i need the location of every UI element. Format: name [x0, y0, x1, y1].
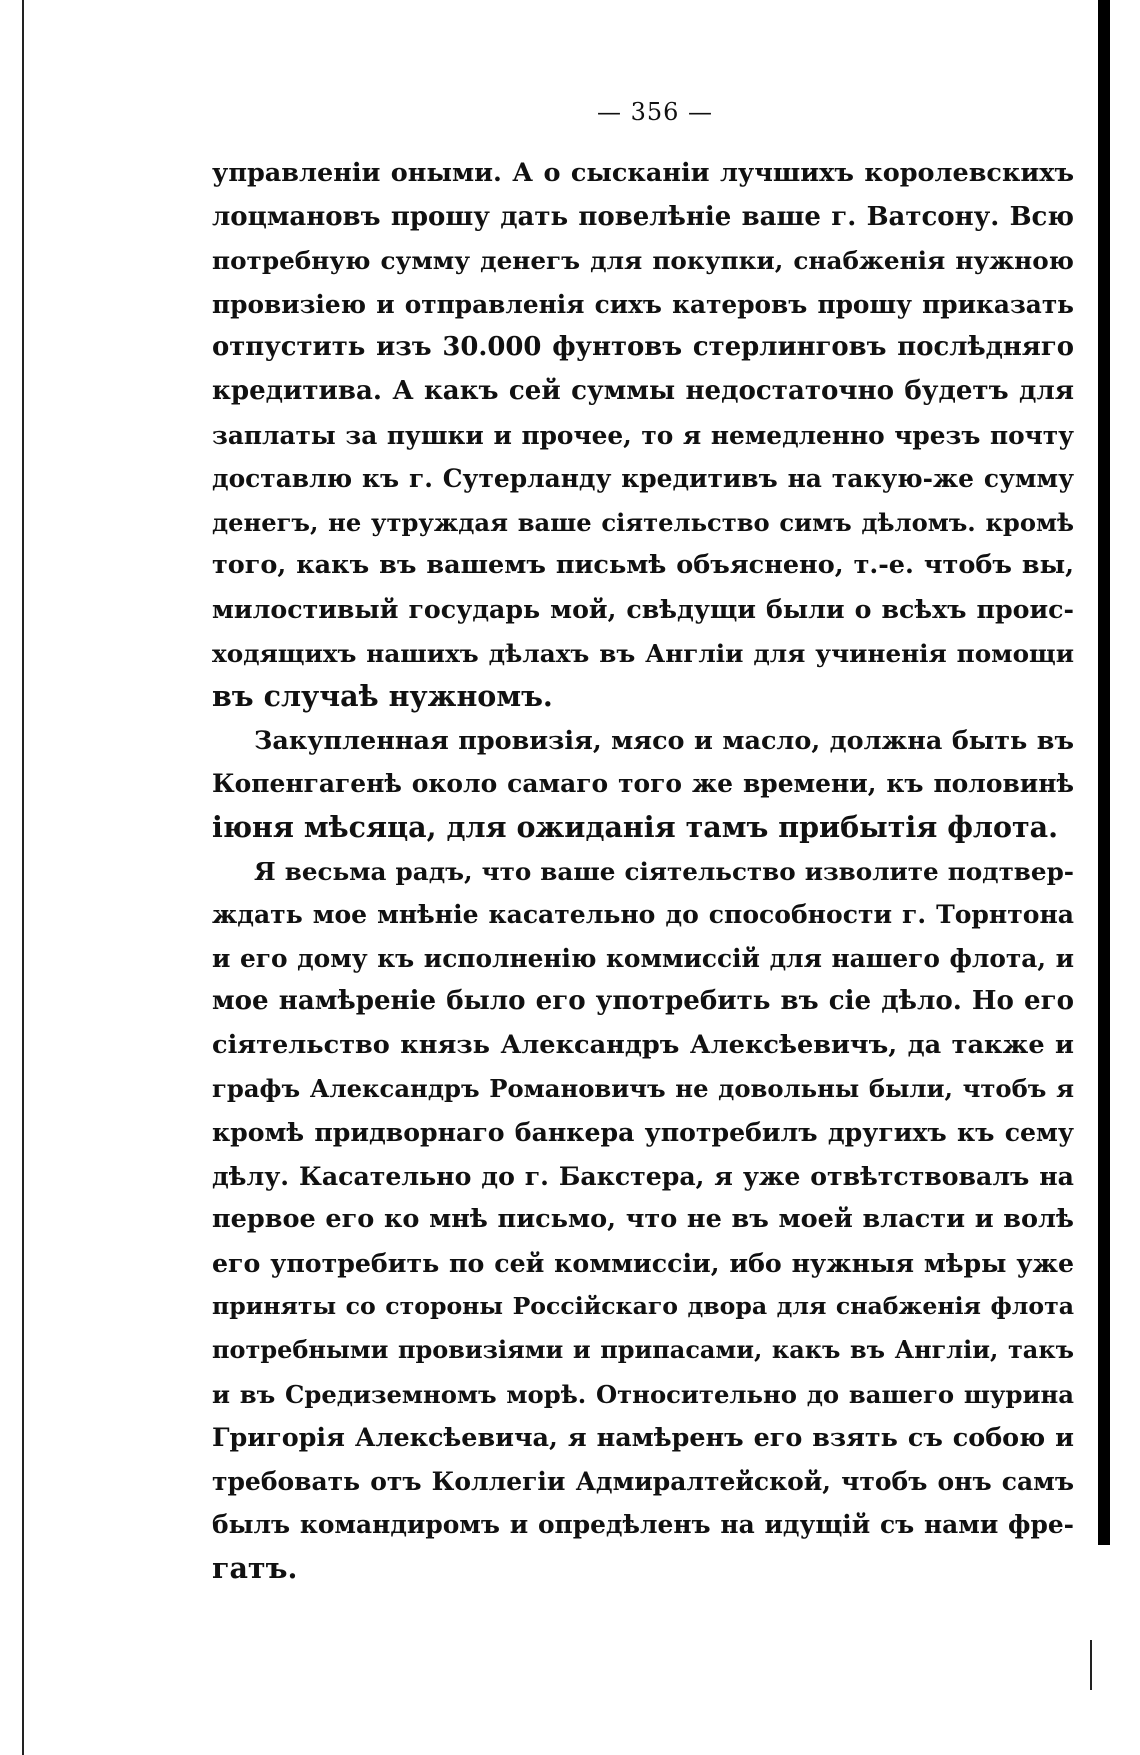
text-line: управленіи оными. А о сысканіи лучшихъ королевскихъ	[212, 158, 1074, 188]
text-line: приняты со стороны Россійскаго двора для снабженія флота	[212, 1292, 1074, 1321]
text-line: графъ Александръ Романовичъ не довольны были, чтобъ я	[212, 1074, 1074, 1104]
text-line: въ случаѣ нужномъ.	[212, 679, 553, 714]
text-line: денегъ, не утруждая ваше сіятельство симъ дѣломъ. кромѣ	[212, 507, 1074, 537]
text-line: милостивый государь мой, свѣдущи были о всѣхъ проис-	[212, 593, 1074, 624]
text-line: Копенгагенѣ около самаго того же времени, къ половинѣ	[212, 769, 1074, 799]
text-line: былъ командиромъ и опредѣленъ на идущій съ нами фре-	[212, 1510, 1074, 1540]
text-line: лоцмановъ прошу дать повелѣніе ваше г. Ватсону. Всю	[212, 201, 1074, 232]
text-line: того, какъ въ вашемъ письмѣ объяснено, т.-е. чтобъ вы,	[212, 550, 1074, 581]
text-line: сіятельство князь Александръ Алексѣевичъ, да также и	[212, 1029, 1074, 1060]
text-line: іюня мѣсяца, для ожиданія тамъ прибытія флота.	[212, 809, 1059, 844]
text-line: мое намѣреніе было его употребить въ сіе дѣло. Но его	[212, 986, 1074, 1017]
text-line: провизіею и отправленія сихъ катеровъ прошу приказать	[212, 289, 1074, 319]
paragraph-1	[212, 152, 1074, 719]
text-line: первое его ко мнѣ письмо, что не въ моей власти и волѣ	[212, 1204, 1074, 1235]
text-line: потребную сумму денегъ для покупки, снабженія нужною	[212, 246, 1074, 276]
text-line: отпустить изъ 30.000 фунтовъ стерлинговъ послѣдняго	[212, 332, 1074, 363]
text-line: кредитива. А какъ сей суммы недостаточно будетъ для	[212, 375, 1074, 406]
text-line: Я весьма радъ, что ваше сіятельство изволите подтвер-	[254, 856, 1074, 886]
text-line: потребными провизіями и припасами, какъ въ Англіи, такъ	[212, 1336, 1074, 1365]
text-line: Григорія Алексѣевича, я намѣренъ его взять съ собою и	[212, 1422, 1074, 1453]
scan-right-edge-bar	[1098, 0, 1110, 1545]
text-line: заплаты за пушки и прочее, то я немедленно чрезъ почту	[212, 420, 1074, 450]
text-line: и его дому къ исполненію коммиссій для нашего флота, и	[212, 943, 1074, 973]
scan-right-edge-mark	[1090, 1640, 1092, 1690]
paragraph-3	[212, 850, 1074, 1591]
text-line: кромѣ придворнаго банкера употребилъ другихъ къ сему	[212, 1117, 1074, 1148]
page-number: — 356 —	[596, 98, 714, 126]
text-line: Закупленная провизія, мясо и масло, должна быть въ	[254, 724, 1074, 755]
text-line: и въ Средиземномъ морѣ. Относительно до вашего шурина	[212, 1379, 1074, 1409]
scan-left-edge-rule	[22, 0, 24, 1755]
text-line: его употребить по сей коммиссіи, ибо нужныя мѣры уже	[212, 1247, 1074, 1278]
text-line: доставлю къ г. Сутерланду кредитивъ на такую-же сумму	[212, 464, 1074, 494]
text-line: требовать отъ Коллегіи Адмиралтейской, чтобъ онъ самъ	[212, 1466, 1074, 1496]
text-line: ходящихъ нашихъ дѣлахъ въ Англіи для учиненія помощи	[212, 638, 1074, 668]
text-line: ждать мое мнѣніе касательно до способности г. Торнтона	[212, 899, 1074, 930]
body-text	[212, 152, 1074, 1591]
text-line: гатъ.	[212, 1551, 298, 1585]
paragraph-2	[212, 719, 1074, 850]
text-line: дѣлу. Касательно до г. Бакстера, я уже отвѣтствовалъ на	[212, 1160, 1074, 1191]
